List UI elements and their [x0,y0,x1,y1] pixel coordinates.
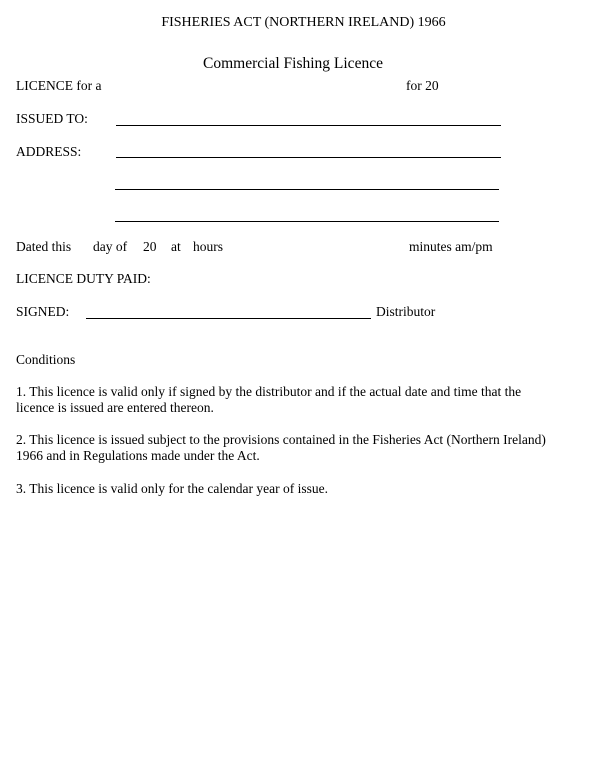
conditions-heading: Conditions [16,352,76,367]
address-line-1 [116,157,501,158]
signed-label: SIGNED: [16,304,70,319]
condition-item-3: 3. This licence is valid only for the calendar year of issue. [16,481,329,496]
address-line-2 [115,189,499,190]
licence-for-label: LICENCE for a [16,78,102,93]
year-prefix: 20 [143,239,157,254]
for-year-label: for 20 [406,78,439,93]
issued-to-line [116,125,501,126]
condition-item-1: 1. This licence is valid only if signed by the distributor and if the actual date and time that the licence is issued are entered thereon. [16,384,522,415]
issued-to-label: ISSUED TO: [16,111,88,126]
address-line-3 [115,221,499,222]
at-label: at [171,239,181,254]
hours-label: hours [193,239,223,254]
act-title: FISHERIES ACT (NORTHERN IRELAND) 1966 [161,15,446,30]
minutes-label: minutes am/pm [409,239,493,254]
distributor-label: Distributor [376,304,436,319]
duty-paid-label: LICENCE DUTY PAID: [16,271,151,286]
day-of-label: day of [93,239,128,254]
condition-item-2: 2. This licence is issued subject to the provisions contained in the Fisheries Act (Northern Ireland) 1966 and in Regulations made under the Act. [16,432,546,463]
signature-line [86,318,371,319]
dated-this-label: Dated this [16,239,72,254]
address-label: ADDRESS: [16,144,82,159]
licence-title: Commercial Fishing Licence [203,55,383,72]
